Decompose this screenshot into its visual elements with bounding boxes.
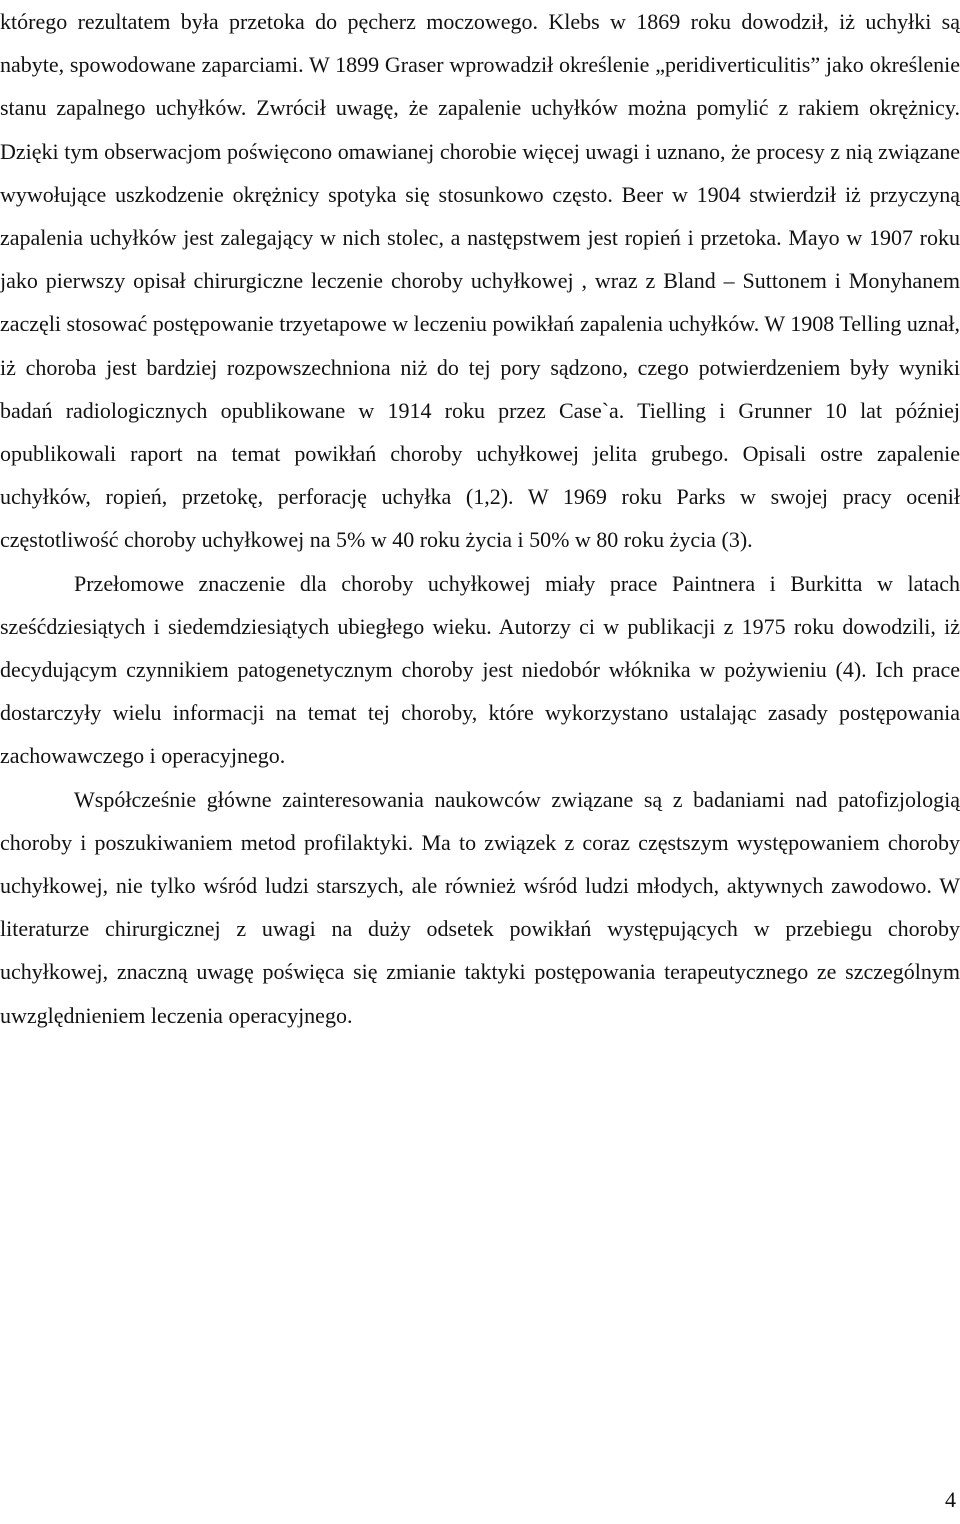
paragraph-history: którego rezultatem była przetoka do pęcherz moczowego. Klebs w 1869 roku dowodził, iż uchyłki są nabyte, spowodowane zaparciami. W 1899 Graser wprowadził określenie „peridiverticulitis” jako określenie stanu zapalnego uchyłków. Zwrócił uwagę, że zapalenie uchyłków można pomylić z rakiem okrężnicy. Dzięki tym obserwacjom poświęcono omawianej chorobie więcej uwagi i uznano, że procesy z nią związane wywołujące uszkodzenie okrężnicy spotyka się stosunkowo często. Beer w 1904 stwierdził iż przyczyną zapalenia uchyłków jest zalegający w nich stolec, a następstwem jest ropień i przetoka. Mayo w 1907 roku jako pierwszy opisał chirurgiczne leczenie choroby uchyłkowej , wraz z Bland – Suttonem i Monyhanem zaczęli stosować postępowanie trzyetapowe w leczeniu powikłań zapalenia uchyłków. W 1908 Telling uznał, iż choroba jest bardziej rozpowszechniona niż do tej pory sądzono, czego potwierdzeniem były wyniki badań radiologicznych opublikowane w 1914 roku przez Case`a. Tielling i Grunner 10 lat później opublikowali raport na temat powikłań choroby uchyłkowej jelita grubego. Opisali ostre zapalenie uchyłków, ropień, przetokę, perforację uchyłka (1,2). W 1969 roku Parks w swojej pracy ocenił częstotliwość choroby uchyłkowej na 5% w 40 roku życia i 50% w 80 roku życia (3). — [0, 9, 960, 553]
paragraph-breakthrough: Przełomowe znaczenie dla choroby uchyłkowej miały prace Paintnera i Burkitta w latach sześćdziesiątych i siedemdziesiątych ubiegłego wieku. Autorzy ci w publikacji z 1975 roku dowodzili, iż decydującym czynnikiem patogenetycznym choroby jest niedobór włóknika w pożywieniu (4). Ich prace dostarczyły wielu informacji na temat tej choroby, które wykorzystano ustalając zasady postępowania zachowawczego i operacyjnego. — [0, 570, 960, 769]
page-number: 4 — [945, 1487, 956, 1512]
paragraph-contemporary: Współcześnie główne zainteresowania naukowców związane są z badaniami nad patofizjologią choroby i poszukiwaniem metod profilaktyki. Ma to związek z coraz częstszym występowaniem choroby uchyłkowej, nie tylko wśród ludzi starszych, ale również wśród ludzi młodych, aktywnych zawodowo. W literaturze chirurgicznej z uwagi na duży odsetek powikłań występujących w przebiegu choroby uchyłkowej, znaczną uwagę poświęca się zmianie taktyki postępowania terapeutycznego ze szczególnym uwzględnieniem leczenia operacyjnego. — [0, 786, 960, 1028]
